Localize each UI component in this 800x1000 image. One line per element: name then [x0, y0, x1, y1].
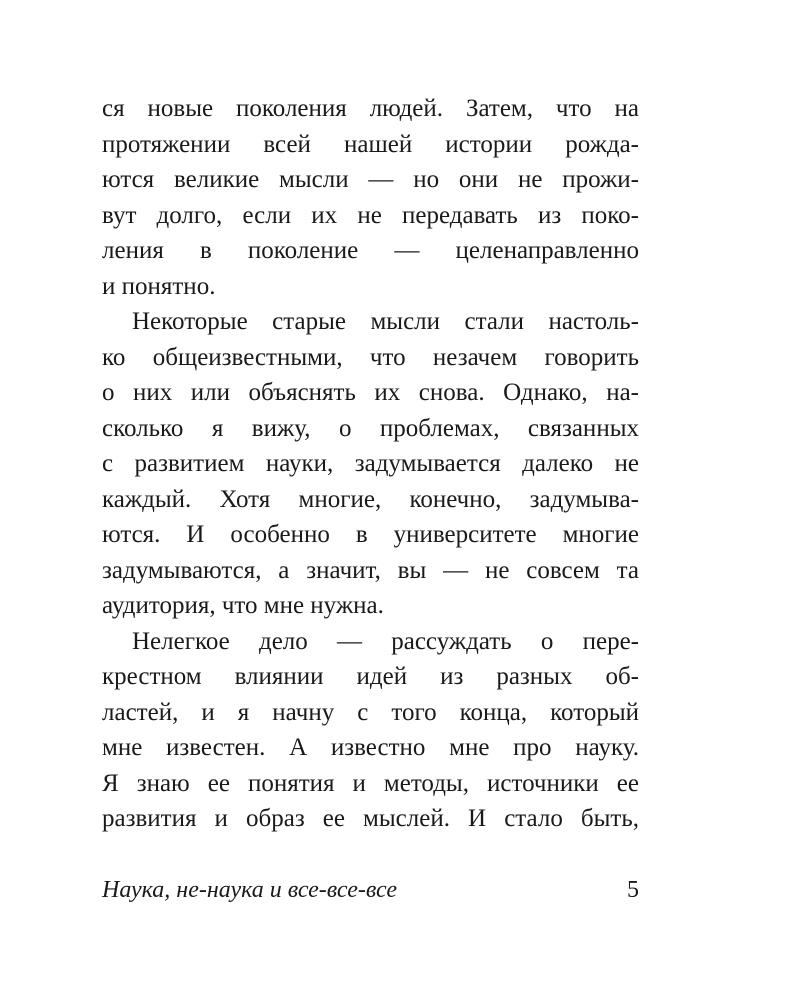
- text-line: ластей, и я начну с того конца, который: [102, 698, 639, 726]
- paragraph: [102, 304, 639, 624]
- text-line: ко общеизвестными, что незачем говорить: [102, 343, 639, 371]
- paragraph: [102, 624, 639, 837]
- text-line: задумываются, а значит, вы — не совсем та: [102, 556, 639, 584]
- text-line: протяжении всей нашей истории рожда-: [102, 130, 639, 158]
- text-line: с развитием науки, задумывается далеко не: [102, 450, 639, 477]
- text-line: сколько я вижу, о проблемах, связанных: [102, 414, 639, 442]
- text-line: Нелегкое дело — рассуждать о пере-: [132, 627, 639, 655]
- text-line: вут долго, если их не передавать из поко-: [102, 201, 639, 229]
- text-line: аудитория, что мне нужна.: [102, 592, 384, 619]
- page-footer: [102, 872, 639, 908]
- text-line: о них или объяснять их снова. Однако, на-: [102, 379, 639, 406]
- text-line: Я знаю ее понятия и методы, источники ее: [102, 769, 639, 797]
- text-line: ся новые поколения людей. Затем, что на: [102, 95, 639, 122]
- paragraph: [102, 91, 639, 304]
- running-title: Наука, не-наука и все-все-все: [102, 877, 397, 903]
- text-line: каждый. Хотя многие, конечно, задумыва-: [102, 485, 639, 513]
- body-text: [102, 91, 639, 837]
- text-line: и понятно.: [102, 272, 216, 300]
- text-line: мне известен. А известно мне про науку.: [102, 734, 639, 761]
- text-line: развития и образ ее мыслей. И стало быть,: [102, 805, 639, 832]
- text-line: ления в поколение — целенаправленно: [102, 237, 639, 264]
- text-line: ются. И особенно в университете многие: [102, 521, 639, 548]
- page-number: 5: [627, 877, 639, 903]
- text-line: Некоторые старые мысли стали настоль-: [132, 308, 639, 335]
- text-line: крестном влиянии идей из разных об-: [102, 663, 639, 690]
- text-line: ются великие мысли — но они не прожи-: [102, 166, 639, 193]
